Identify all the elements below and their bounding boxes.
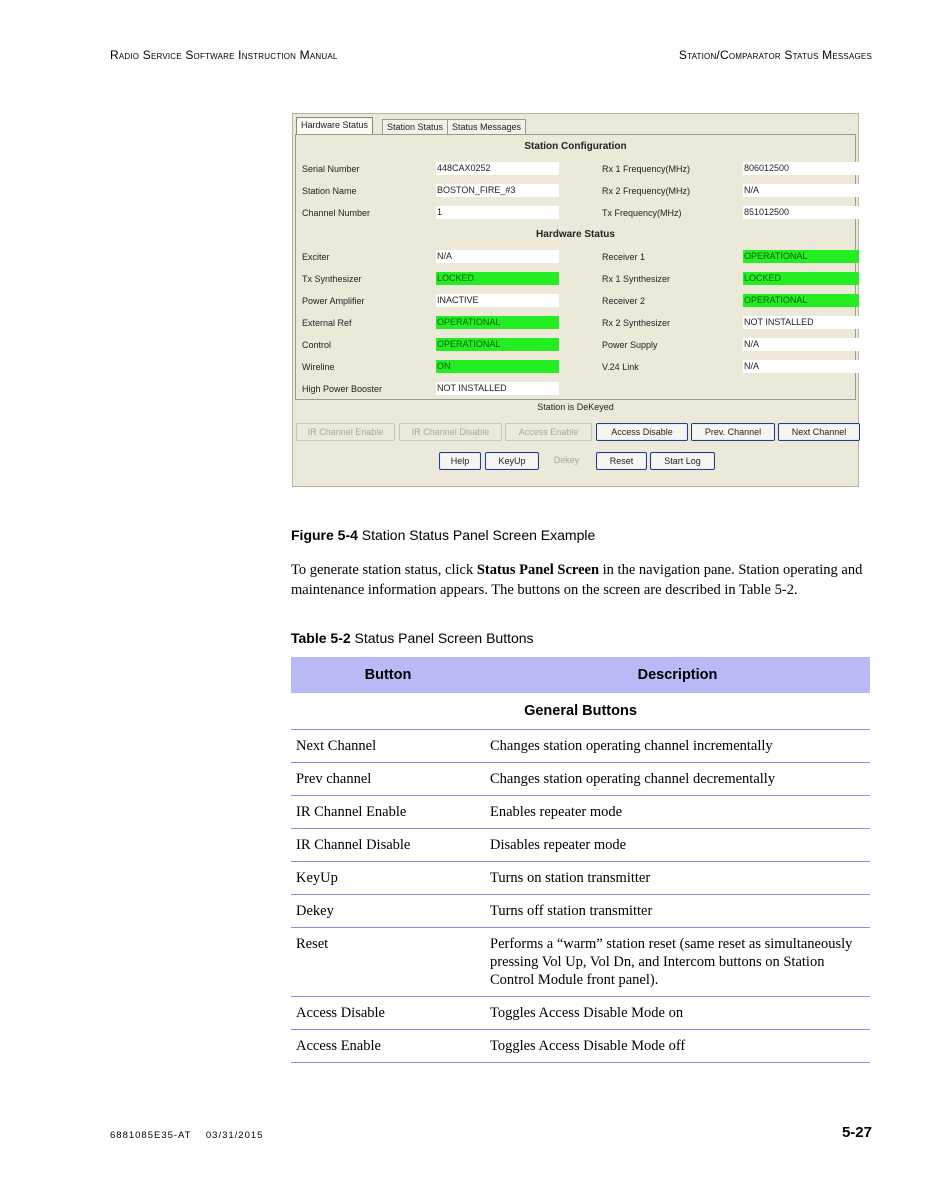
paragraph-text-after: in the navigation pane. Station operating and maintenance information appears. The buttons on the screen are described in Table 5-2.	[291, 562, 863, 598]
figure-caption	[291, 527, 595, 543]
table-row	[291, 796, 870, 829]
reset-button[interactable]: Reset	[596, 452, 647, 470]
button-cell: Access Enable	[291, 1030, 485, 1063]
receiver-1-label: Receiver 1	[602, 252, 646, 262]
receiver-2-label: Receiver 2	[602, 296, 646, 306]
running-header-left: Radio Service Software Instruction Manual	[110, 48, 338, 62]
table-row	[291, 829, 870, 862]
station-name-label: Station Name	[302, 186, 357, 196]
wireline-value: ON	[436, 360, 559, 373]
group-heading: General Buttons	[291, 693, 870, 730]
button-cell: Access Disable	[291, 997, 485, 1030]
button-cell: Prev channel	[291, 763, 485, 796]
ir-channel-enable-button[interactable]: IR Channel Enable	[296, 423, 395, 441]
button-cell: IR Channel Enable	[291, 796, 485, 829]
rx2-synthesizer-value: NOT INSTALLED	[743, 316, 859, 329]
footer-doc-id: 6881085E35-AT 03/31/2015	[110, 1130, 264, 1141]
running-header-right: Station/Comparator Status Messages	[678, 48, 872, 62]
description-cell: Performs a “warm” station reset (same reset as simultaneously pressing Vol Up, Vol Dn, and Intercom buttons on Station Control Module front panel).	[485, 928, 870, 997]
table-row	[291, 862, 870, 895]
access-disable-button[interactable]: Access Disable	[596, 423, 688, 441]
paragraph-bold-term: Status Panel Screen	[476, 562, 600, 578]
body-paragraph	[291, 560, 866, 600]
station-keyed-status: Station is DeKeyed	[537, 402, 614, 412]
page-number: 5-27	[841, 1124, 872, 1141]
description-cell: Changes station operating channel decrementally	[485, 763, 870, 796]
description-cell: Turns off station transmitter	[485, 895, 870, 928]
button-cell: IR Channel Disable	[291, 829, 485, 862]
hardware-status-pane	[295, 134, 856, 400]
rx1-frequency-value: 806012500	[743, 162, 859, 175]
next-channel-button[interactable]: Next Channel	[778, 423, 860, 441]
tab-station-status[interactable]: Station Status	[382, 119, 448, 134]
control-label: Control	[302, 340, 332, 350]
serial-number-value: 448CAX0252	[436, 162, 559, 175]
power-amplifier-label: Power Amplifier	[302, 296, 365, 306]
table-row	[291, 895, 870, 928]
description-cell: Changes station operating channel incrementally	[485, 730, 870, 763]
wireline-label: Wireline	[302, 362, 335, 372]
tx-synthesizer-value: LOCKED	[436, 272, 559, 285]
tx-frequency-label: Tx Frequency(MHz)	[602, 208, 682, 218]
receiver-1-value: OPERATIONAL	[743, 250, 859, 263]
description-cell: Enables repeater mode	[485, 796, 870, 829]
table-row	[291, 928, 870, 997]
button-cell: Next Channel	[291, 730, 485, 763]
power-supply-label: Power Supply	[602, 340, 658, 350]
serial-number-label: Serial Number	[302, 164, 360, 174]
rx2-frequency-value: N/A	[743, 184, 859, 197]
paragraph-text-before: To generate station status, click	[291, 562, 477, 578]
rx2-synthesizer-label: Rx 2 Synthesizer	[602, 318, 671, 328]
station-name-value: BOSTON_FIRE_#3	[436, 184, 559, 197]
table-row	[291, 730, 870, 763]
figure-title: Station Status Panel Screen Example	[361, 527, 596, 543]
external-ref-value: OPERATIONAL	[436, 316, 559, 329]
table-title: Status Panel Screen Buttons	[354, 630, 534, 646]
rx1-frequency-label: Rx 1 Frequency(MHz)	[602, 164, 691, 174]
channel-number-label: Channel Number	[302, 208, 371, 218]
button-cell: KeyUp	[291, 862, 485, 895]
power-supply-value: N/A	[743, 338, 859, 351]
table-caption	[291, 630, 534, 646]
access-enable-button[interactable]: Access Enable	[505, 423, 592, 441]
receiver-2-value: OPERATIONAL	[743, 294, 859, 307]
rx1-synthesizer-value: LOCKED	[743, 272, 859, 285]
table-group-row	[291, 693, 870, 730]
exciter-value: N/A	[436, 250, 559, 263]
header-description: Description	[485, 657, 870, 693]
v24-link-label: V.24 Link	[602, 362, 639, 372]
description-cell: Disables repeater mode	[485, 829, 870, 862]
control-value: OPERATIONAL	[436, 338, 559, 351]
high-power-booster-label: High Power Booster	[302, 384, 383, 394]
start-log-button[interactable]: Start Log	[650, 452, 715, 470]
rx1-synthesizer-label: Rx 1 Synthesizer	[602, 274, 671, 284]
button-cell: Reset	[291, 928, 485, 997]
tab-hardware-status[interactable]: Hardware Status	[296, 117, 373, 135]
tx-frequency-value: 851012500	[743, 206, 859, 219]
station-configuration-title: Station Configuration	[524, 141, 627, 152]
station-status-panel	[292, 113, 859, 487]
table-row	[291, 1030, 870, 1063]
dekey-button[interactable]: Dekey	[553, 455, 580, 465]
tx-synthesizer-label: Tx Synthesizer	[302, 274, 362, 284]
buttons-table	[291, 657, 870, 1063]
table-number: Table 5-2	[291, 630, 351, 646]
prev-channel-button[interactable]: Prev. Channel	[691, 423, 775, 441]
channel-number-value: 1	[436, 206, 559, 219]
ir-channel-disable-button[interactable]: IR Channel Disable	[399, 423, 502, 441]
button-cell: Dekey	[291, 895, 485, 928]
table-row	[291, 997, 870, 1030]
exciter-label: Exciter	[302, 252, 330, 262]
tab-status-messages[interactable]: Status Messages	[447, 119, 526, 134]
table-row	[291, 763, 870, 796]
help-button[interactable]: Help	[439, 452, 481, 470]
header-button: Button	[291, 657, 485, 693]
description-cell: Toggles Access Disable Mode off	[485, 1030, 870, 1063]
v24-link-value: N/A	[743, 360, 859, 373]
keyup-button[interactable]: KeyUp	[485, 452, 539, 470]
hardware-status-title: Hardware Status	[536, 229, 615, 240]
description-cell: Toggles Access Disable Mode on	[485, 997, 870, 1030]
power-amplifier-value: INACTIVE	[436, 294, 559, 307]
external-ref-label: External Ref	[302, 318, 352, 328]
high-power-booster-value: NOT INSTALLED	[436, 382, 559, 395]
figure-number: Figure 5-4	[291, 527, 358, 543]
description-cell: Turns on station transmitter	[485, 862, 870, 895]
rx2-frequency-label: Rx 2 Frequency(MHz)	[602, 186, 691, 196]
table-header-row	[291, 657, 870, 693]
